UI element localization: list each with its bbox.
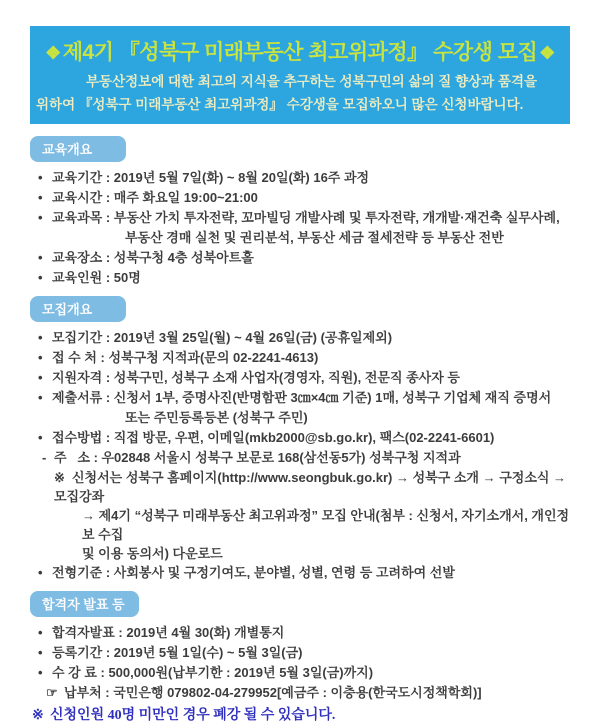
bullet-icon: • [38,390,43,405]
bullet-icon: • [38,170,43,185]
list-item-text: 교육기간 : 2019년 5월 7일(화) ~ 8월 20일(화) 16주 과정 [52,170,370,185]
bullet-icon: • [38,665,43,680]
reference-mark-icon: ※ [54,470,65,485]
list-item-text: 접수방법 : 직접 방문, 우편, 이메일(mkb2000@sb.go.kr), 팩스(02-2241-6601) [52,430,495,445]
list-item-text: 교육인원 : 50명 [52,270,141,285]
list-item [30,348,575,368]
list-item [30,663,575,683]
bullet-icon: • [38,210,43,225]
diamond-icon: ❖ [539,43,555,63]
list-item [30,368,575,388]
list-item-note-continuation [30,506,575,544]
reference-mark-icon: ※ [32,708,44,723]
section-rows [30,168,575,288]
list-item [30,188,575,208]
section-recruit-overview [30,296,600,583]
list-item [30,623,575,643]
list-item-text: 주 소 : 우02848 서울시 성북구 보문로 168(삼선동5가) 성북구청 지적과 [54,450,461,465]
list-item-text: 등록기간 : 2019년 5월 1일(수) ~ 5월 3일(금) [52,645,303,660]
diamond-icon: ❖ [45,43,61,63]
list-item [30,168,575,188]
list-item-text: 전형기준 : 사회봉사 및 구정기여도, 분야별, 성별, 연령 등 고려하여 선발 [52,565,455,580]
list-item [30,208,575,228]
list-item [30,248,575,268]
section-announcement [30,591,600,727]
list-item-text: 제출서류 : 신청서 1부, 증명사진(반명함판 3㎝×4㎝ 기준) 1매, 성북구 기업체 재직 증명서 [52,390,552,405]
list-item-text: 신청서는 성북구 홈페이지(http://www.seongbuk.go.kr) → 성북구 소개 → 구정소식 → 모집강좌 [54,470,570,504]
list-item-text: 모집기간 : 2019년 3월 25일(월) ~ 4월 26일(금) (공휴일제외) [52,330,393,345]
section-badge-announce: 합격자 발표 등 [30,591,139,617]
list-item-text: 부동산 경매 실천 및 권리분석, 부동산 세금 절세전략 등 부동산 전반 [125,230,504,245]
list-item [30,388,575,408]
bullet-icon: • [38,430,43,445]
list-item-text: 또는 주민등록등본 (성북구 주민) [125,410,308,425]
list-item-text: 합격자발표 : 2019년 4월 30(화) 개별통지 [52,625,285,640]
list-item-continuation [30,408,575,428]
list-item-text: 지원자격 : 성북구민, 성북구 소재 사업자(경영자, 직원), 전문직 종사자 등 [52,370,460,385]
list-item-note-continuation [30,544,575,563]
list-item [30,563,575,583]
dash-icon: - [42,450,47,465]
list-item-text: 교육장소 : 성북구청 4층 성북아트홀 [52,250,254,265]
section-rows [30,623,575,727]
cancellation-note [30,705,575,727]
bullet-icon: • [38,370,43,385]
banner-title [30,36,570,66]
list-item-payment [30,683,575,703]
list-item-text: 수 강 료 : 500,000원(납부기한 : 2019년 5월 3일(금)까지) [52,665,374,680]
section-badge-recruit: 모집개요 [30,296,126,322]
list-item-text: 접 수 처 : 성북구청 지적과(문의 02-2241-4613) [52,350,319,365]
pointing-hand-icon: ☞ [46,685,58,700]
section-rows [30,328,575,583]
list-item-text: 납부처 : 국민은행 079802-04-279952[예금주 : 이충용(한국도시정책학회)] [64,685,482,700]
section-education-overview [30,136,600,288]
bullet-icon: • [38,330,43,345]
list-item-address [30,448,575,468]
banner-title-text: 제4기 『성북구 미래부동산 최고위과정』 수강생 모집 [62,41,538,64]
list-item [30,428,575,448]
bullet-icon: • [38,645,43,660]
list-item-text: 교육과목 : 부동산 가치 투자전략, 꼬마빌딩 개발사례 및 투자전략, 개개발·재건축 실무사례, [52,210,560,225]
bullet-icon: • [38,250,43,265]
bullet-icon: • [38,270,43,285]
list-item-note [30,468,575,506]
banner-subtitle-line1: 부동산정보에 대한 최고의 지식을 추구하는 성북구민의 삶의 질 향상과 품격을 [86,74,538,89]
bullet-icon: • [38,350,43,365]
list-item-text: 교육시간 : 매주 화요일 19:00~21:00 [52,190,258,205]
bullet-icon: • [38,625,43,640]
banner-subtitle-line2: 위하여 『성북구 미래부동산 최고위과정』 수강생을 모집하오니 많은 신청바랍니다. [36,97,524,112]
section-badge-education: 교육개요 [30,136,126,162]
list-item [30,328,575,348]
banner [30,26,570,124]
note-text: 신청인원 40명 미만인 경우 폐강 될 수 있습니다. [50,708,336,723]
list-item [30,268,575,288]
list-item-continuation [30,228,575,248]
bullet-icon: • [38,565,43,580]
list-item-text: 및 이용 동의서) 다운로드 [82,546,223,561]
bullet-icon: • [38,190,43,205]
list-item-text: → 제4기 “성북구 미래부동산 최고위과정” 모집 안내(첨부 : 신청서, 자기소개서, 개인정보 수집 [82,508,570,542]
list-item [30,643,575,663]
